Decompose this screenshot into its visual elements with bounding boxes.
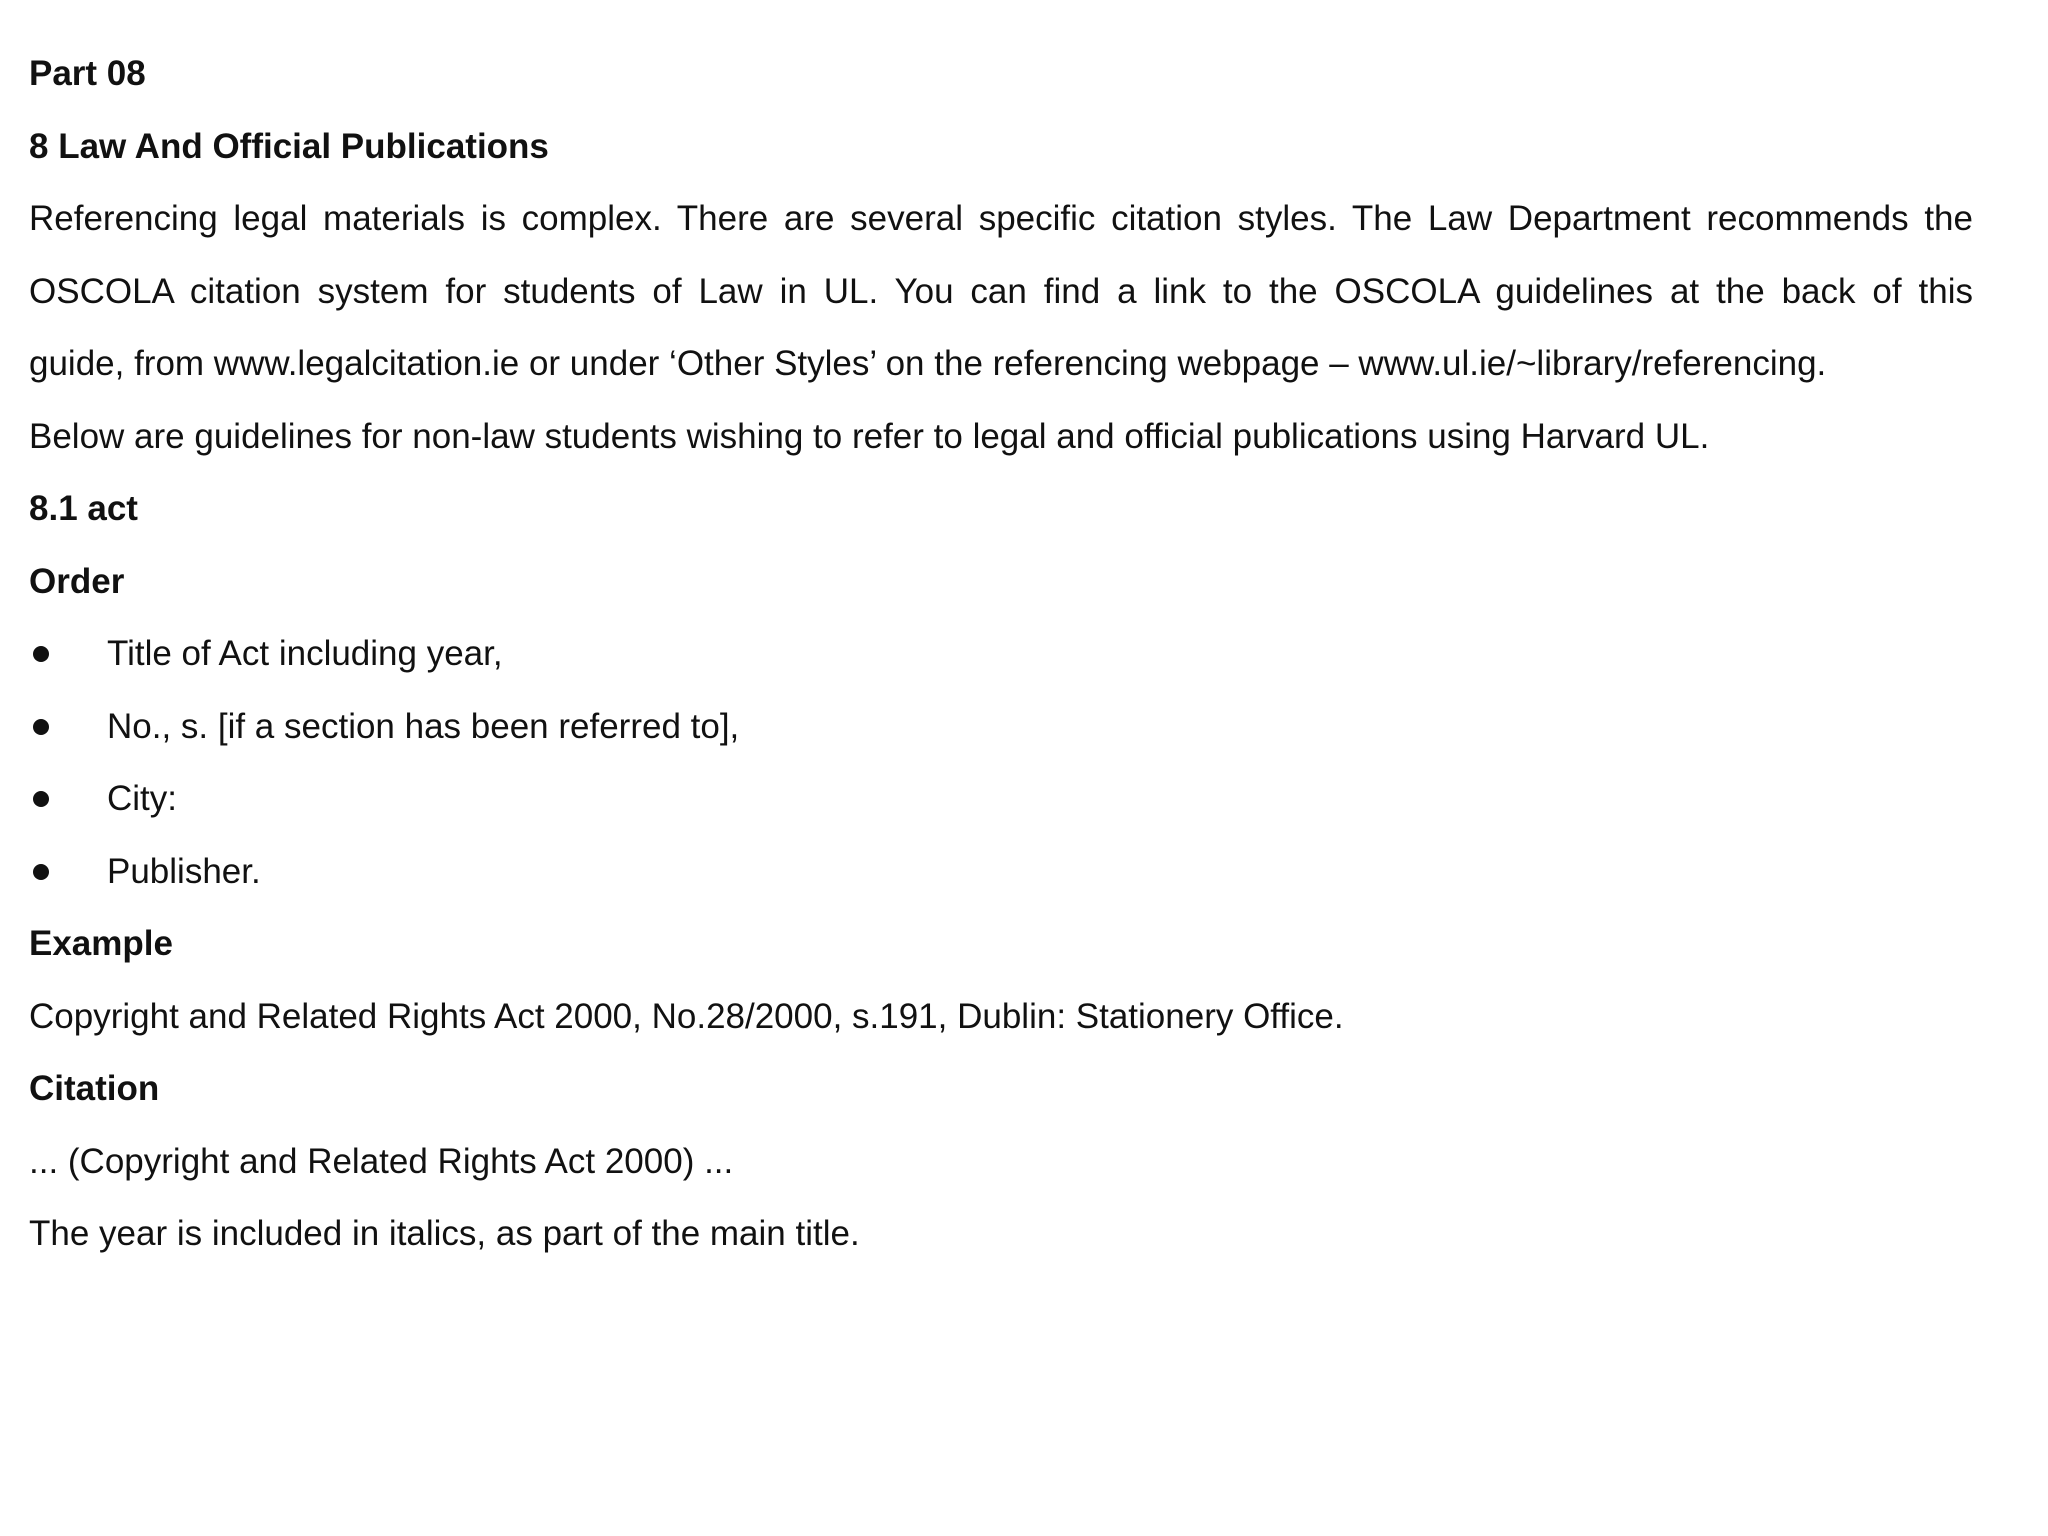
list-item (29, 763, 1973, 836)
section-title: 8 Law And Official Publications (29, 126, 549, 166)
intro-line: guide, from www.legalcitation.ie or under ‘Other Styles’ on the referencing webpage – www.ul.ie/~library/referencing. (29, 344, 1827, 383)
part-label: Part 08 (29, 54, 146, 93)
list-item (29, 836, 1973, 909)
order-list (29, 618, 1973, 908)
list-item-text: No., s. [if a section has been referred to], (107, 706, 740, 746)
list-item-text: Publisher. (107, 851, 261, 891)
order-heading: Order (29, 561, 125, 601)
list-item-text: Title of Act including year, (107, 634, 503, 673)
intro-paragraph (29, 183, 1973, 473)
document-page (29, 38, 1973, 1271)
subsection-title: 8.1 act (29, 489, 138, 528)
citation-text: ... (Copyright and Related Rights Act 2000) ... (29, 1141, 734, 1181)
intro-line: Below are guidelines for non-law students wishing to refer to legal and official publications using Harvard UL. (29, 416, 1710, 456)
intro-line: OSCOLA citation system for students of Law in UL. You can find a link to the OSCOLA guidelines at the back of this (29, 271, 1973, 311)
note-text: The year is included in italics, as part of the main title. (29, 1214, 860, 1253)
list-item-text: City: (107, 779, 177, 818)
list-item (29, 691, 1973, 764)
citation-heading: Citation (29, 1069, 160, 1108)
example-text: Copyright and Related Rights Act 2000, No.28/2000, s.191, Dublin: Stationery Office. (29, 996, 1344, 1036)
intro-line: Referencing legal materials is complex. There are several specific citation styles. The Law Department recommends the (29, 199, 1973, 238)
example-heading: Example (29, 924, 173, 963)
list-item (29, 618, 1973, 691)
